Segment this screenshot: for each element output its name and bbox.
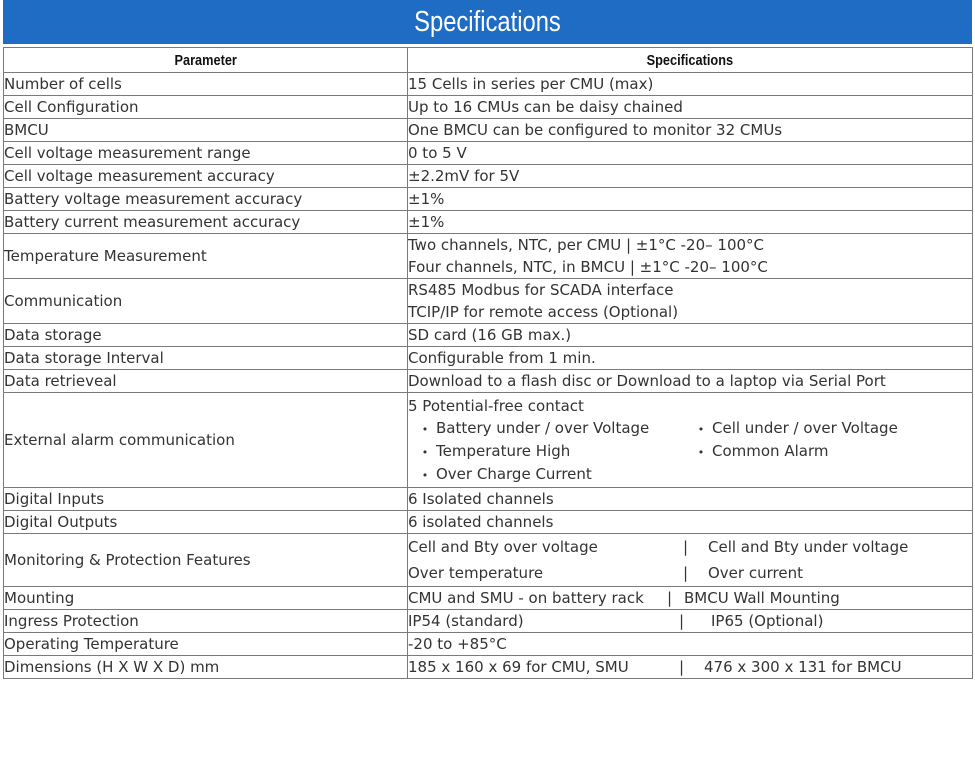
table-row xyxy=(4,73,973,96)
spec-value: 0 to 5 V xyxy=(408,144,467,162)
param-cell: Cell Configuration xyxy=(4,96,408,119)
table-row xyxy=(4,234,973,279)
param-cell: Data storage xyxy=(4,324,408,347)
spec-value: Configurable from 1 min. xyxy=(408,349,596,367)
table-row xyxy=(4,511,973,534)
page-title-banner xyxy=(3,0,972,44)
separator: | xyxy=(679,612,685,630)
table-row xyxy=(4,96,973,119)
table-row xyxy=(4,119,973,142)
spec-value: BMCU Wall Mounting xyxy=(684,589,840,607)
page-title: Specifications xyxy=(414,6,561,38)
header-specifications: Specifications xyxy=(408,48,973,73)
param-cell: Digital Inputs xyxy=(4,488,408,511)
bullet-icon: • xyxy=(697,423,705,436)
spec-value: Two channels, NTC, per CMU | ±1°C -20– 100°C xyxy=(408,236,765,254)
bullet-icon: • xyxy=(421,423,429,436)
param-cell: Ingress Protection xyxy=(4,610,408,633)
spec-value: Cell and Bty under voltage xyxy=(708,538,909,556)
table-row xyxy=(4,324,973,347)
table-row-alarm xyxy=(4,393,973,488)
spec-value: Cell and Bty over voltage xyxy=(408,538,598,556)
table-row xyxy=(4,142,973,165)
table-row xyxy=(4,165,973,188)
list-item: • Temperature High xyxy=(414,440,570,462)
table-row xyxy=(4,370,973,393)
table-row xyxy=(4,279,973,324)
alarm-bullet-list xyxy=(408,417,972,487)
spec-value: TCIP/IP for remote access (Optional) xyxy=(408,303,679,321)
table-row xyxy=(4,633,973,656)
param-cell: Communication xyxy=(4,279,408,324)
bullet-icon: • xyxy=(421,446,429,459)
table-row xyxy=(4,656,973,679)
bullet-icon: • xyxy=(697,446,705,459)
spec-value: 6 isolated channels xyxy=(408,513,554,531)
spec-value: Download to a flash disc or Download to a laptop via Serial Port xyxy=(408,372,886,390)
spec-value: SD card (16 GB max.) xyxy=(408,326,572,344)
separator: | xyxy=(667,589,673,607)
table-row xyxy=(4,347,973,370)
spec-value: -20 to +85°C xyxy=(408,635,507,653)
param-cell: Dimensions (H X W X D) mm xyxy=(4,656,408,679)
param-cell: Number of cells xyxy=(4,73,408,96)
param-cell: Operating Temperature xyxy=(4,633,408,656)
spec-value: ±1% xyxy=(408,213,445,231)
specifications-table xyxy=(3,47,973,679)
spec-value: Over temperature xyxy=(408,564,544,582)
param-cell: Data storage Interval xyxy=(4,347,408,370)
spec-value: CMU and SMU - on battery rack xyxy=(408,589,644,607)
spec-value: 476 x 300 x 131 for BMCU xyxy=(704,658,902,676)
separator: | xyxy=(683,538,689,556)
param-cell: Battery voltage measurement accuracy xyxy=(4,188,408,211)
spec-value: 15 Cells in series per CMU (max) xyxy=(408,75,654,93)
bullet-icon: • xyxy=(421,469,429,482)
spec-value: 185 x 160 x 69 for CMU, SMU xyxy=(408,658,629,676)
param-cell: Cell voltage measurement range xyxy=(4,142,408,165)
spec-value: ±2.2mV for 5V xyxy=(408,167,520,185)
list-item: • Over Charge Current xyxy=(414,463,592,485)
list-item: • Battery under / over Voltage xyxy=(414,417,649,439)
param-cell: BMCU xyxy=(4,119,408,142)
separator: | xyxy=(683,564,689,582)
table-row-monitoring xyxy=(4,534,973,587)
alarm-intro: 5 Potential-free contact xyxy=(408,397,584,415)
param-cell: Temperature Measurement xyxy=(4,234,408,279)
table-row xyxy=(4,488,973,511)
table-row xyxy=(4,211,973,234)
separator: | xyxy=(679,658,685,676)
list-item: • Common Alarm xyxy=(690,440,828,462)
table-row xyxy=(4,610,973,633)
spec-value: IP54 (standard) xyxy=(408,612,524,630)
param-cell: Mounting xyxy=(4,587,408,610)
param-cell: Digital Outputs xyxy=(4,511,408,534)
table-header-row xyxy=(4,48,973,73)
spec-value: One BMCU can be configured to monitor 32 CMUs xyxy=(408,121,783,139)
spec-value: 6 Isolated channels xyxy=(408,490,554,508)
param-cell: Data retrieveal xyxy=(4,370,408,393)
table-row xyxy=(4,587,973,610)
header-parameter: Parameter xyxy=(4,48,408,73)
param-cell: External alarm communication xyxy=(4,393,408,488)
param-cell: Battery current measurement accuracy xyxy=(4,211,408,234)
spec-value: Four channels, NTC, in BMCU | ±1°C -20– 100°C xyxy=(408,258,768,276)
param-cell: Cell voltage measurement accuracy xyxy=(4,165,408,188)
list-item: • Cell under / over Voltage xyxy=(690,417,898,439)
spec-value: ±1% xyxy=(408,190,445,208)
param-cell: Monitoring & Protection Features xyxy=(4,534,408,587)
table-row xyxy=(4,188,973,211)
spec-value: Up to 16 CMUs can be daisy chained xyxy=(408,98,683,116)
spec-value: RS485 Modbus for SCADA interface xyxy=(408,281,674,299)
spec-value: Over current xyxy=(708,564,803,582)
spec-value: IP65 (Optional) xyxy=(711,612,824,630)
